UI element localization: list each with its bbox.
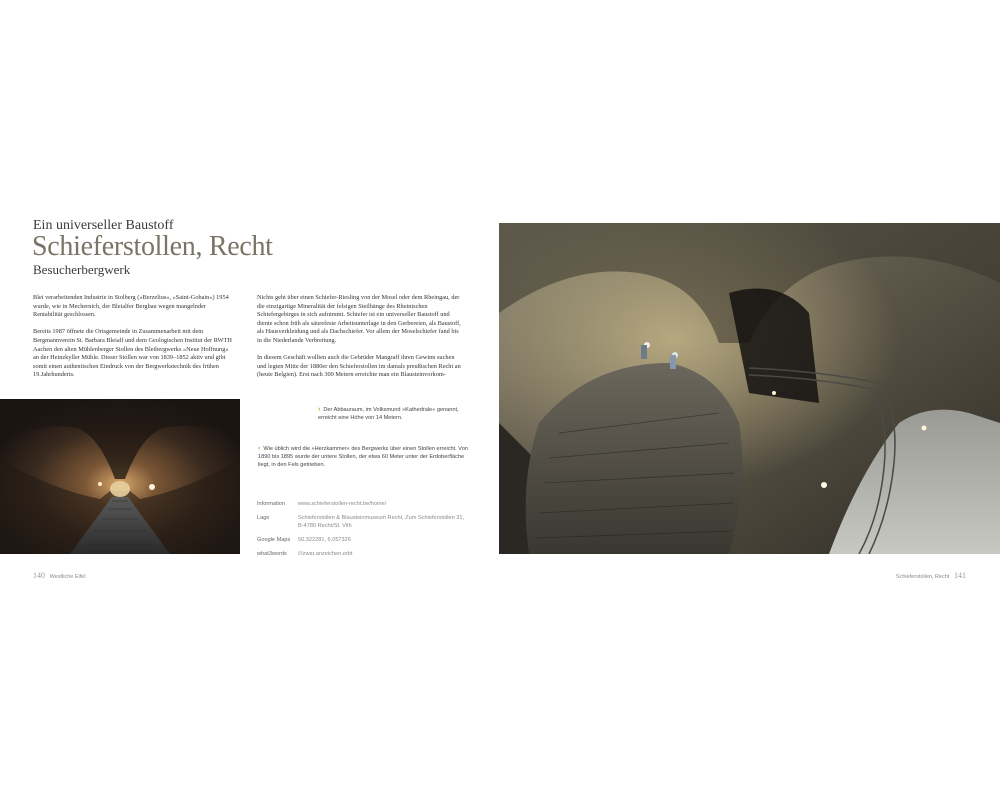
caption-tunnel [258,445,468,470]
info-label: Google Maps [257,537,291,543]
address [298,514,472,530]
cave-photo [499,223,1000,554]
section-kicker: Ein universeller Baustoff [33,218,174,233]
caption-cave [318,406,468,422]
page-number-right: 141 [954,571,966,580]
chevron-left-icon: ‹ [258,445,261,452]
address-line-1: Schieferstollen & Blausteinmuseum Recht, Zum Schieferstollen 31, [298,515,465,521]
chevron-right-icon: › [318,406,321,413]
text-column-left [33,294,233,389]
address-line-2: B-4780 Recht/St. Vith [298,523,352,529]
info-label: Information [257,501,285,507]
info-table [257,500,472,564]
info-row-lage [257,514,472,530]
website-link[interactable]: www.schieferstollen-recht.be/home/ [298,501,387,507]
tunnel-photo [0,399,240,554]
paragraph: Bereits 1987 öffnete die Ortsgemeinde in Zusammenarbeit mit dem Bergmannverein St. Barbara Bleialf und dem Geologischen Institut der RWTH Aachen den alten Mühlenberger Stollen des Bleibergwerks »Neue Hoffnung« an der Heinzkyller Mühle. Dieser Stollen war von 1839–1852 aktiv und gibt somit einen authentischen Eindruck von der Bergwerkstechnik des frühen 19.Jahrhunderts. [33,328,232,379]
caption-text: Wie üblich wird die »Herzkammer« des Bergwerks über einen Stollen erreicht. Von 1890 bis 1895 wurde der untere Stollen, der etwa 60 Meter unter der Erdoberfläche liegt, in den Fels getrieben. [258,446,468,469]
info-label: what3words [257,551,287,557]
text-column-right [257,294,465,389]
info-row-what3words [257,550,472,558]
page-subtitle: Besucherbergwerk [33,262,131,277]
paragraph: Nichts geht über einen Schiefer-Riesling von der Mosel oder dem Rheingau, der die einzigartige Mineralität der felsigen Steilhänge des Rheinischen Schiefergebirges in sich aufnimmt. Schiefer ist ein universeller Baustoff und diente schon früh als säurefeste Arbeitsunterlage in den Gerbereien, als Baustoff, als Hausverkleidung und als Dachschiefer. Vor allem der Moselschiefer fand bis in die Niederlande Verbreitung. [257,294,461,344]
footer-right [896,571,966,580]
coordinates: 50.322281, 6.057326 [298,537,351,543]
footer-left [33,571,86,580]
caption-text: Der Abbauraum, im Volksmund »Kathedrale« genannt, erreicht eine Höhe von 14 Metern. [318,407,459,422]
footer-section-left: Westliche Eifel [49,574,86,580]
info-row-information [257,500,472,508]
page-number-left: 140 [33,571,45,580]
page-title: Schieferstollen, Recht [32,231,273,262]
paragraph: Blei verarbeitenden Industrie in Stolberg (»Berzelius«, »Saint-Gobain«) 1954 wurde, wie in Mechernich, der Bleialfer Bergbau wegen mangelnder Rentabilität geschlossen. [33,294,229,319]
paragraph: In diesem Geschäft wollten auch die Gebrüder Mangraff ihren Gewinn suchen und legten Mitte der 1880er den Schieferstollen im damals preußischen Recht an (heute Belgien). Erst nach 300 Metern erreichte man ein Blausteinvorkom- [257,354,461,379]
what3words-address: ///zwar.anzeichen.erbt [298,551,353,557]
info-label: Lage [257,515,270,521]
footer-section-right: Schieferstollen, Recht [895,574,950,580]
info-row-maps [257,536,472,544]
